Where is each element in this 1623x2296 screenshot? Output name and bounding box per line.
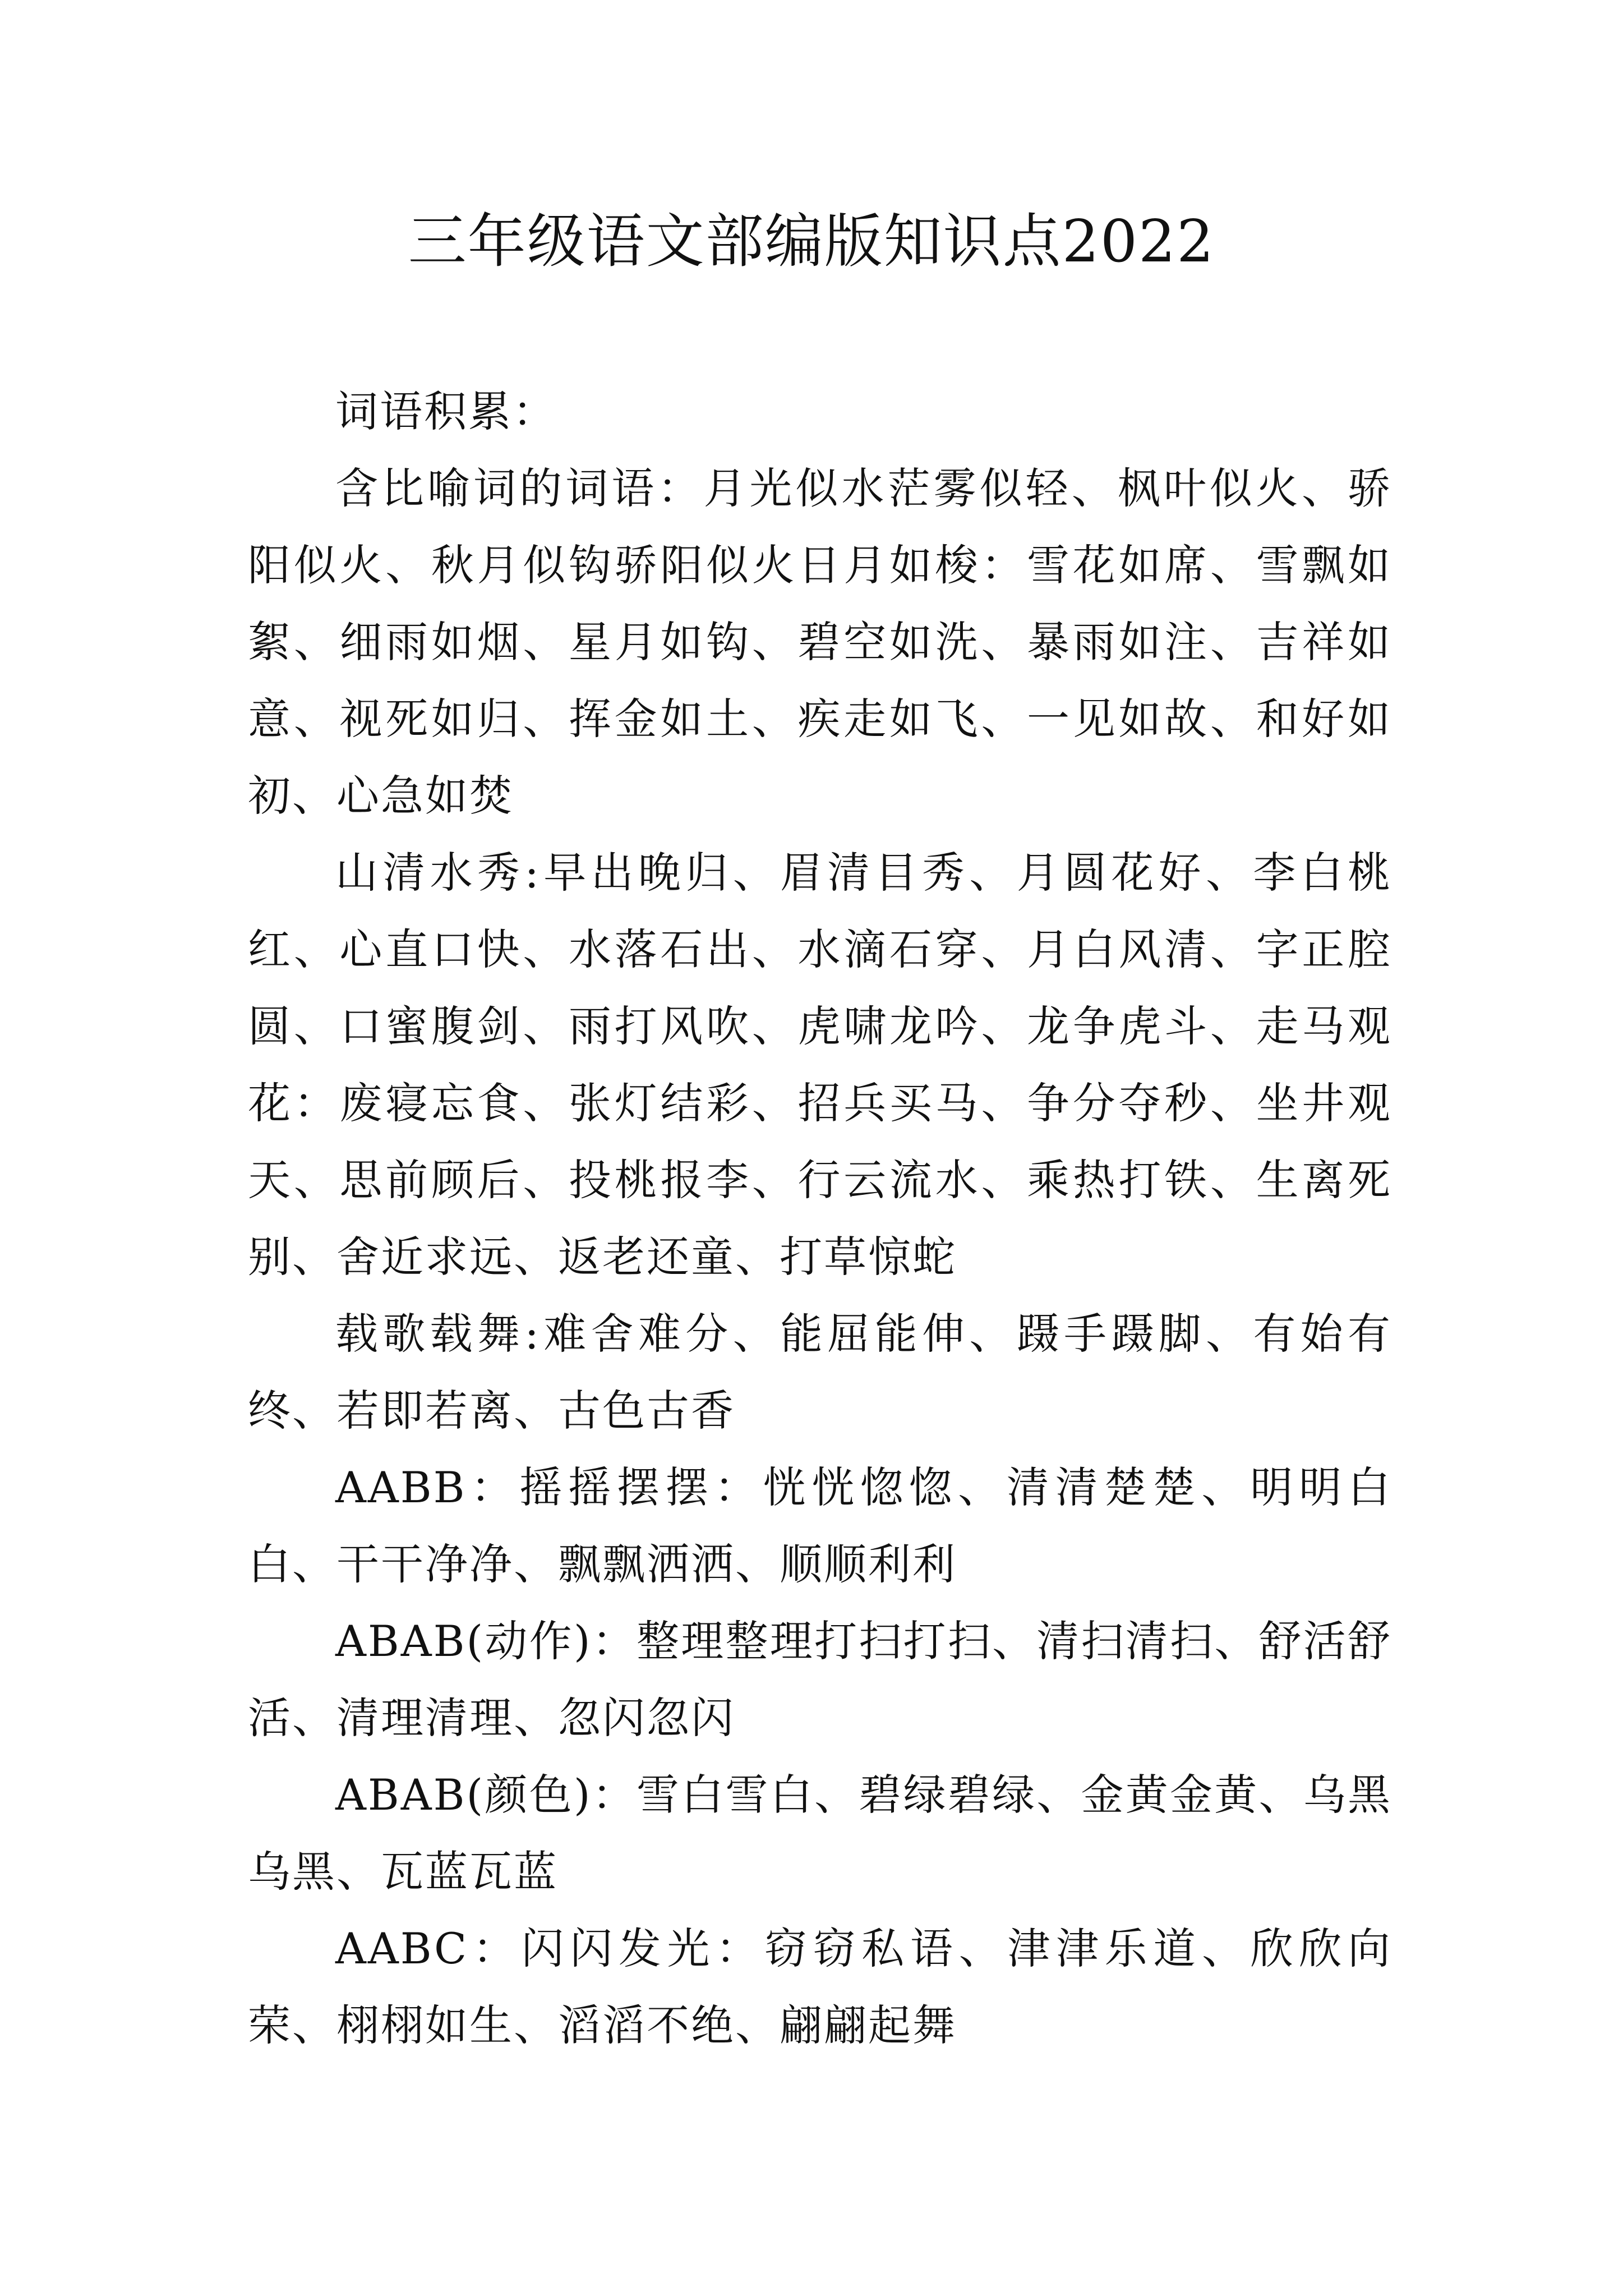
paragraph-zaigezaiwu: 载歌载舞:难舍难分、能屈能伸、蹑手蹑脚、有始有终、若即若离、古色古香 <box>248 1309 1392 1435</box>
document-title: 三年级语文部编版知识点2022 <box>408 207 1215 275</box>
paragraph-abab-color: ABAB(颜色)：雪白雪白、碧绿碧绿、金黄金黄、乌黑乌黑、瓦蓝瓦蓝 <box>248 1770 1392 1897</box>
paragraph-abab-action: ABAB(动作)：整理整理打扫打扫、清扫清扫、舒活舒活、清理清理、忽闪忽闪 <box>248 1616 1392 1743</box>
paragraph-aabb: AABB：摇摇摆摆：恍恍惚惚、清清楚楚、明明白白、干干净净、飘飘洒洒、顺顺利利 <box>248 1462 1392 1589</box>
document-body <box>248 373 1392 2064</box>
paragraph-shanqingshuixiu: 山清水秀:早出晚归、眉清目秀、月圆花好、李白桃红、心直口快、水落石出、水滴石穿、月白风清、字正腔圆、口蜜腹剑、雨打风吹、虎啸龙吟、龙争虎斗、走马观花：废寝忘食、张灯结彩、招兵买马、争分夺秒、坐井观天、思前顾后、投桃报李、行云流水、乘热打铁、生离死别、舍近求远、返老还童、打草惊蛇 <box>248 848 1392 1282</box>
section-heading-vocabulary: 词语积累： <box>335 386 557 436</box>
paragraph-aabc: AABC：闪闪发光：窃窃私语、津津乐道、欣欣向荣、栩栩如生、滔滔不绝、翩翩起舞 <box>248 1924 1392 2050</box>
paragraph-simile-words: 含比喻词的词语：月光似水茫雾似轻、枫叶似火、骄阳似火、秋月似钩骄阳似火日月如梭：雪花如席、雪飘如絮、细雨如烟、星月如钩、碧空如洗、暴雨如注、吉祥如意、视死如归、挥金如土、疾走如飞、一见如故、和好如初、心急如焚 <box>248 463 1392 821</box>
